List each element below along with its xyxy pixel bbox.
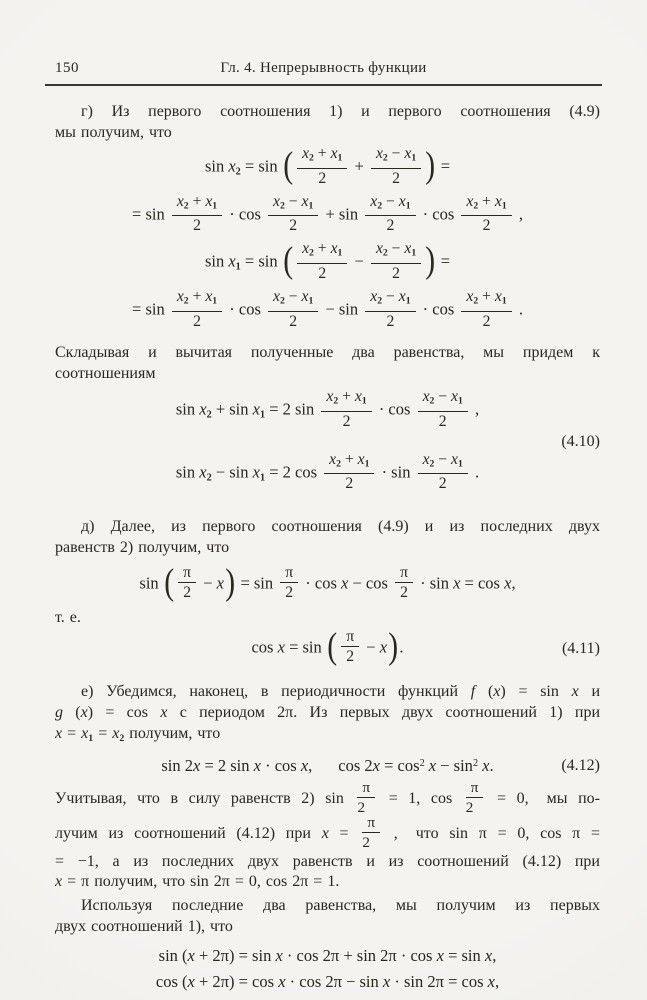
page-number: 150 bbox=[55, 60, 79, 76]
fraction: $\frac{x2 - x1}{2}$ bbox=[418, 389, 468, 429]
equation-line: sin x2 + sin x1 = 2 sin $\frac{x2 + x1}{2}$ · cos $\frac{x2 - x1}{2}$ , bbox=[175, 387, 480, 430]
text-line: т. е. bbox=[55, 609, 81, 627]
text-line: г) Из первого соотношения 1) и первого соотношения (4.9) bbox=[81, 103, 600, 120]
text-line: g (x) = cos x с периодом 2π. Из первых двух соотношений 1) при bbox=[55, 704, 600, 722]
equation-number: (4.10) bbox=[561, 433, 600, 451]
equation-line: = sin $\frac{x2 + x1}{2}$ · cos $\frac{x2 - x1}{2}$ − sin $\frac{x2 - x1}{2}$ · cos $\frac{x2 + x1}{2}$ . bbox=[132, 288, 523, 330]
eq-sin-shift bbox=[55, 561, 600, 605]
fraction: $\frac{x2 - x1}{2}$ bbox=[365, 194, 415, 234]
fraction: $\frac{\pi}{2}$ bbox=[395, 565, 413, 600]
eq-sum-diff bbox=[55, 388, 600, 496]
para-d bbox=[55, 516, 600, 558]
text-line: д) Далее, из первого соотношения (4.9) и из последних двух bbox=[81, 518, 600, 536]
fraction: $\frac{\pi}{2}$ bbox=[341, 629, 359, 664]
equation-line: sin x2 − sin x1 = 2 cos $\frac{x2 + x1}{2}$ · sin $\frac{x2 - x1}{2}$ . bbox=[175, 450, 480, 493]
fraction: $\frac{x2 - x1}{2}$ bbox=[268, 194, 318, 234]
eq-sin-x1-expanded bbox=[55, 288, 600, 334]
fraction: $\frac{\pi}{2}$ bbox=[280, 565, 298, 600]
text-line: е) Убедимся, наконец, в периодичности функций f (x) = sin x и bbox=[81, 683, 601, 701]
para-e bbox=[55, 681, 600, 749]
equation-number: (4.11) bbox=[561, 639, 600, 657]
equation-line: cos x = sin ( $\frac{\pi}{2}$ − x). bbox=[251, 625, 404, 667]
text-line: соотношениям bbox=[55, 364, 156, 382]
fraction: $\frac{x2 + x1}{2}$ bbox=[461, 194, 511, 234]
fraction: $\frac{x2 - x1}{2}$ bbox=[371, 146, 421, 186]
text-line: Учитывая, что в силу равенств 2) sin $\frac{\pi}{2}$ = 1, cos $\frac{\pi}{2}$ = 0, мы по- bbox=[55, 778, 601, 816]
equation-line: sin (x + 2π) = sin x · cos 2π + sin 2π · cos x = sin x, bbox=[158, 945, 497, 965]
equation-line: cos (x + 2π) = cos x · cos 2π − sin x · sin 2π = cos x, bbox=[155, 972, 500, 992]
text-line: Складывая и вычитая полученные два равенства, мы придем к bbox=[55, 343, 600, 361]
page-header bbox=[0, 0, 647, 86]
para-g bbox=[55, 101, 600, 143]
fraction: $\frac{x2 + x1}{2}$ bbox=[172, 289, 222, 329]
fraction: $\frac{x2 + x1}{2}$ bbox=[172, 194, 222, 234]
text-line: мы получим, что bbox=[55, 124, 172, 141]
fraction: $\frac{x2 + x1}{2}$ bbox=[321, 389, 371, 429]
text-line: двух соотношений 1), что bbox=[55, 917, 233, 935]
fraction: $\frac{\pi}{2}$ bbox=[178, 565, 196, 600]
eq-sin-x2-expanded bbox=[55, 193, 600, 239]
para-ispolzuya bbox=[55, 895, 600, 937]
fraction: $\frac{x2 - x1}{2}$ bbox=[365, 289, 415, 329]
eq-cos-period bbox=[55, 971, 600, 994]
eq-sin-period bbox=[55, 945, 600, 968]
fraction: $\frac{\pi}{2}$ bbox=[466, 780, 484, 815]
fraction: $\frac{x2 - x1}{2}$ bbox=[268, 289, 318, 329]
text-line: Используя последние два равенства, мы получим из первых bbox=[81, 896, 600, 914]
eq-sin-x2 bbox=[55, 145, 600, 191]
equation-line: = sin $\frac{x2 + x1}{2}$ · cos $\frac{x2 - x1}{2}$ + sin $\frac{x2 - x1}{2}$ · cos $\frac{x2 + x1}{2}$ , bbox=[132, 192, 523, 235]
page-content bbox=[55, 101, 600, 994]
eq-sin-x1 bbox=[55, 240, 600, 286]
equation-line: sin 2x = 2 sin x · cos x, $\cos 2x = \cos^2 x - \sin^2 x$. bbox=[161, 756, 494, 776]
text-line: лучим из соотношений (4.12) при x = $\frac{\pi}{2}$ , что sin π = 0, cos π = bbox=[55, 813, 601, 851]
text-line: равенств 2) получим, что bbox=[55, 539, 230, 557]
equation-number: (4.12) bbox=[561, 757, 600, 775]
para-uchityvaya bbox=[55, 778, 601, 892]
eq-cos-shift bbox=[55, 625, 600, 669]
fraction: $\frac{x2 + x1}{2}$ bbox=[324, 452, 374, 492]
equation-line: sin ( $\frac{\pi}{2}$ − x) = sin $\frac{\pi}{2}$ · cos x − cos $\frac{\pi}{2}$ · sin x = cos x, bbox=[139, 561, 516, 603]
header-rule bbox=[45, 84, 602, 86]
text-line: = −1, а из последних двух равенств и из соотношений (4.12) при bbox=[55, 852, 600, 870]
text-line: x = π получим, что sin 2π = 0, cos 2π = 1. bbox=[55, 872, 340, 890]
chapter-title: Гл. 4. Непрерывность функции bbox=[220, 60, 427, 76]
equation-line: sin x1 = sin ( $\frac{x2 + x1}{2}$ − $\frac{x2 - x1}{2}$ ) = bbox=[204, 240, 451, 283]
equation-line: sin x2 = sin ( $\frac{x2 + x1}{2}$ + $\frac{x2 - x1}{2}$ ) = bbox=[204, 144, 451, 187]
fraction: $\frac{x2 + x1}{2}$ bbox=[461, 289, 511, 329]
eq-double-angle bbox=[55, 755, 600, 778]
fraction: $\frac{x2 + x1}{2}$ bbox=[297, 146, 347, 186]
fraction: $\frac{\pi}{2}$ bbox=[362, 815, 380, 850]
text-line: x = x1 = x2 получим, что bbox=[55, 725, 221, 745]
fraction: $\frac{x2 + x1}{2}$ bbox=[297, 241, 347, 281]
para-add-subtract bbox=[55, 342, 600, 384]
fraction: $\frac{x2 - x1}{2}$ bbox=[418, 452, 468, 492]
fraction: $\frac{x2 - x1}{2}$ bbox=[371, 241, 421, 281]
fraction: $\frac{\pi}{2}$ bbox=[357, 780, 375, 815]
